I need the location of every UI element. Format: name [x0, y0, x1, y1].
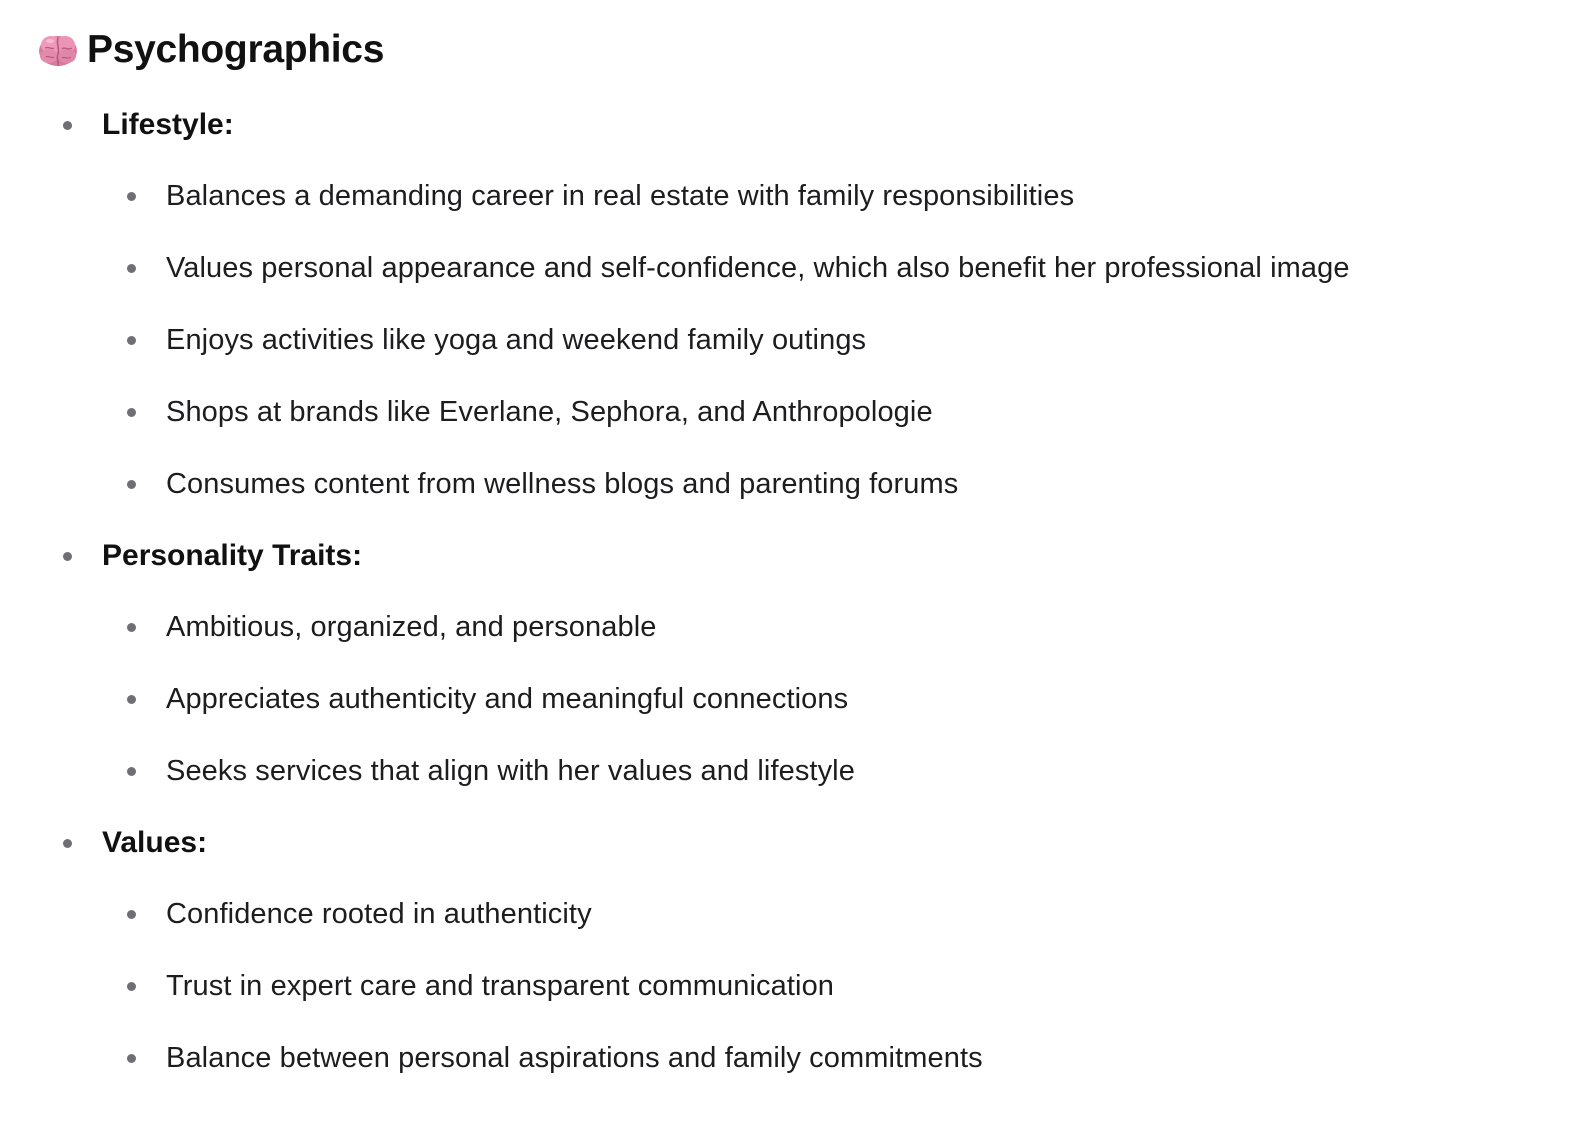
list-item-text: Confidence rooted in authenticity — [166, 897, 592, 930]
page-title: Psychographics — [87, 28, 385, 71]
bullet-icon — [63, 552, 72, 561]
bullet-icon — [127, 1054, 136, 1063]
bullet-icon — [127, 192, 136, 201]
section-label: Lifestyle: — [102, 108, 234, 141]
bullet-icon — [63, 839, 72, 848]
list-item — [166, 176, 1074, 216]
list-item-text: Shops at brands like Everlane, Sephora, and Anthropologie — [166, 395, 933, 428]
bullet-icon — [127, 623, 136, 632]
list-item-text: Balances a demanding career in real estate with family responsibilities — [166, 179, 1075, 212]
bullet-icon — [127, 264, 136, 273]
bullet-icon — [127, 408, 136, 417]
section-values — [102, 823, 207, 863]
list-item-text: Appreciates authenticity and meaningful connections — [166, 682, 849, 715]
list-item-text: Values personal appearance and self-confidence, which also benefit her professional image — [166, 251, 1350, 284]
section-personality-traits — [102, 536, 362, 576]
bullet-icon — [127, 982, 136, 991]
list-item — [166, 464, 958, 504]
list-item — [166, 751, 855, 791]
list-item — [166, 248, 1350, 288]
list-item — [166, 679, 848, 719]
list-item — [166, 894, 592, 934]
section-lifestyle — [102, 105, 234, 145]
section-label: Values: — [102, 826, 208, 859]
list-item — [166, 392, 933, 432]
list-item-text: Balance between personal aspirations and family commitments — [166, 1041, 983, 1074]
list-item-text: Enjoys activities like yoga and weekend family outings — [166, 323, 867, 356]
bullet-icon — [127, 695, 136, 704]
list-item-text: Seeks services that align with her values and lifestyle — [166, 754, 855, 787]
bullet-icon — [127, 910, 136, 919]
list-item — [166, 1038, 983, 1078]
list-item-text: Ambitious, organized, and personable — [166, 610, 657, 643]
list-item-text: Trust in expert care and transparent communication — [166, 969, 835, 1002]
list-item-text: Consumes content from wellness blogs and parenting forums — [166, 467, 959, 500]
list-item — [166, 320, 866, 360]
bullet-icon — [63, 121, 72, 130]
list-item — [166, 607, 656, 647]
brain-icon — [37, 30, 79, 70]
list-item — [166, 966, 834, 1006]
heading-row — [37, 26, 384, 74]
bullet-icon — [127, 480, 136, 489]
section-label: Personality Traits: — [102, 539, 363, 572]
bullet-icon — [127, 336, 136, 345]
bullet-icon — [127, 767, 136, 776]
